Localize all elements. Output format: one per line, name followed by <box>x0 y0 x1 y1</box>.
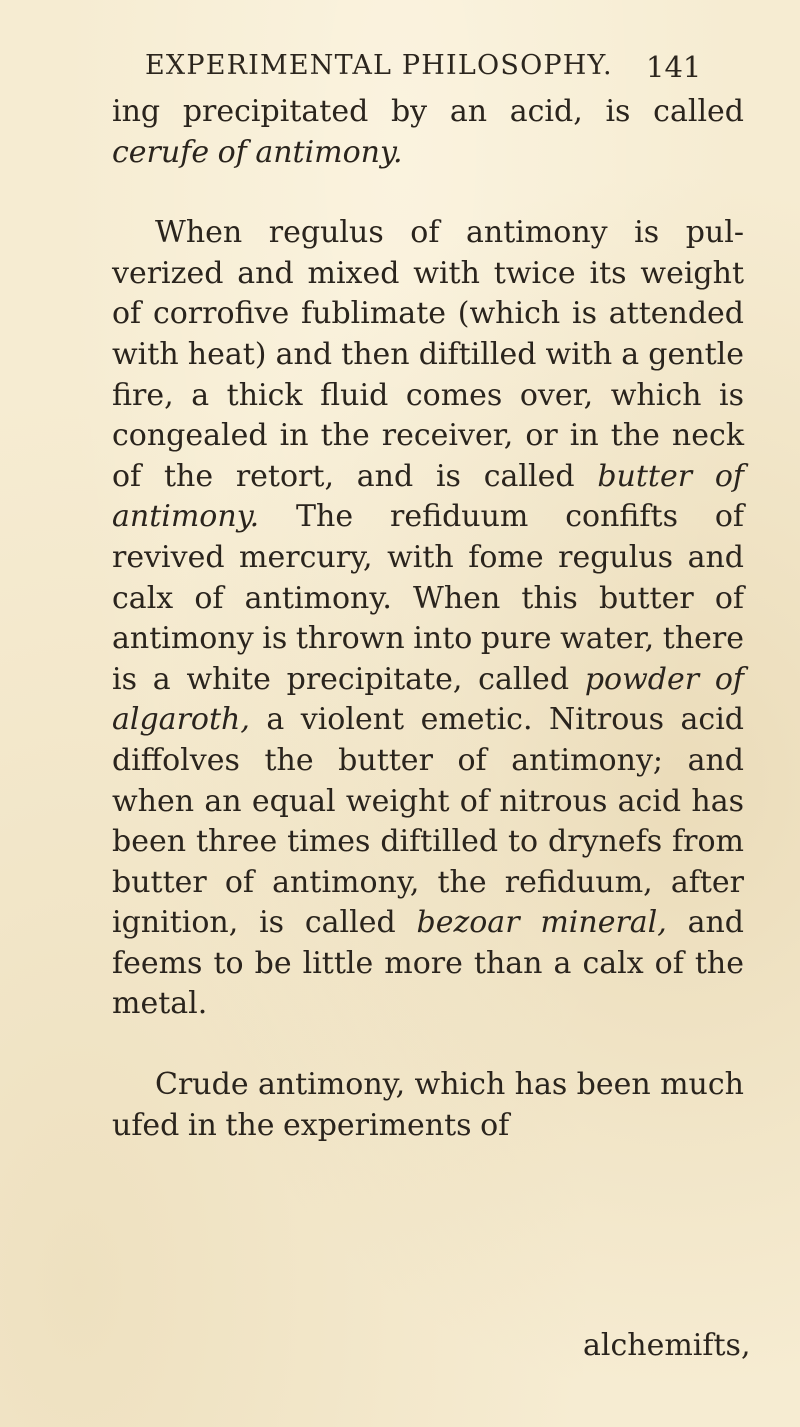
paragraph-3 <box>112 1065 744 1146</box>
page-header <box>0 50 800 90</box>
term-butter-of-antimony: butter of antimony. <box>112 458 744 535</box>
paragraph-2-text-2: The refiduum confifts of revived mercury, with fome regulus and calx of antimony. When this butter of antimony is thrown into pure water, there is a white precipitate, called <box>112 499 744 697</box>
body-text <box>112 92 744 1146</box>
paragraph-gap <box>112 1025 744 1065</box>
term-bezoar-mineral: bezoar mineral, <box>416 905 667 941</box>
paragraph-2-text-1: When regulus of antimony is pulverized and mixed with twice its weight of corrofive fublimate (which is attended with heat) and then diftilled with a gentle fire, a thick fluid comes over, which is congealed in the receiver, or in the neck of the retort, and is called <box>112 215 744 494</box>
term-powder-of-algaroth: powder of algaroth, <box>112 661 745 738</box>
catchword: alchemifts, <box>583 1328 751 1363</box>
paragraph-3-text: Crude antimony, which has been much ufed in the experiments of <box>112 1067 744 1143</box>
running-head: EXPERIMENTAL PHILOSOPHY. <box>145 50 613 81</box>
paragraph-2 <box>112 213 744 1025</box>
paragraph-1-text: ing precipitated by an acid, is called <box>112 94 744 129</box>
page-number: 141 <box>646 50 702 84</box>
paragraph-2-text-3: a violent emetic. Nitrous acid diffolves the butter of antimony; and when an equal weight of nitrous acid has been three times diftilled to drynefs from butter of antimony, the refiduum, after ignition, is called <box>112 702 744 941</box>
paragraph-1 <box>112 92 744 173</box>
term-cerufe-of-antimony: cerufe of antimony. <box>112 134 403 170</box>
paragraph-2-text-4: and feems to be little more than a calx of the metal. <box>112 905 745 1022</box>
paragraph-gap <box>112 173 744 213</box>
